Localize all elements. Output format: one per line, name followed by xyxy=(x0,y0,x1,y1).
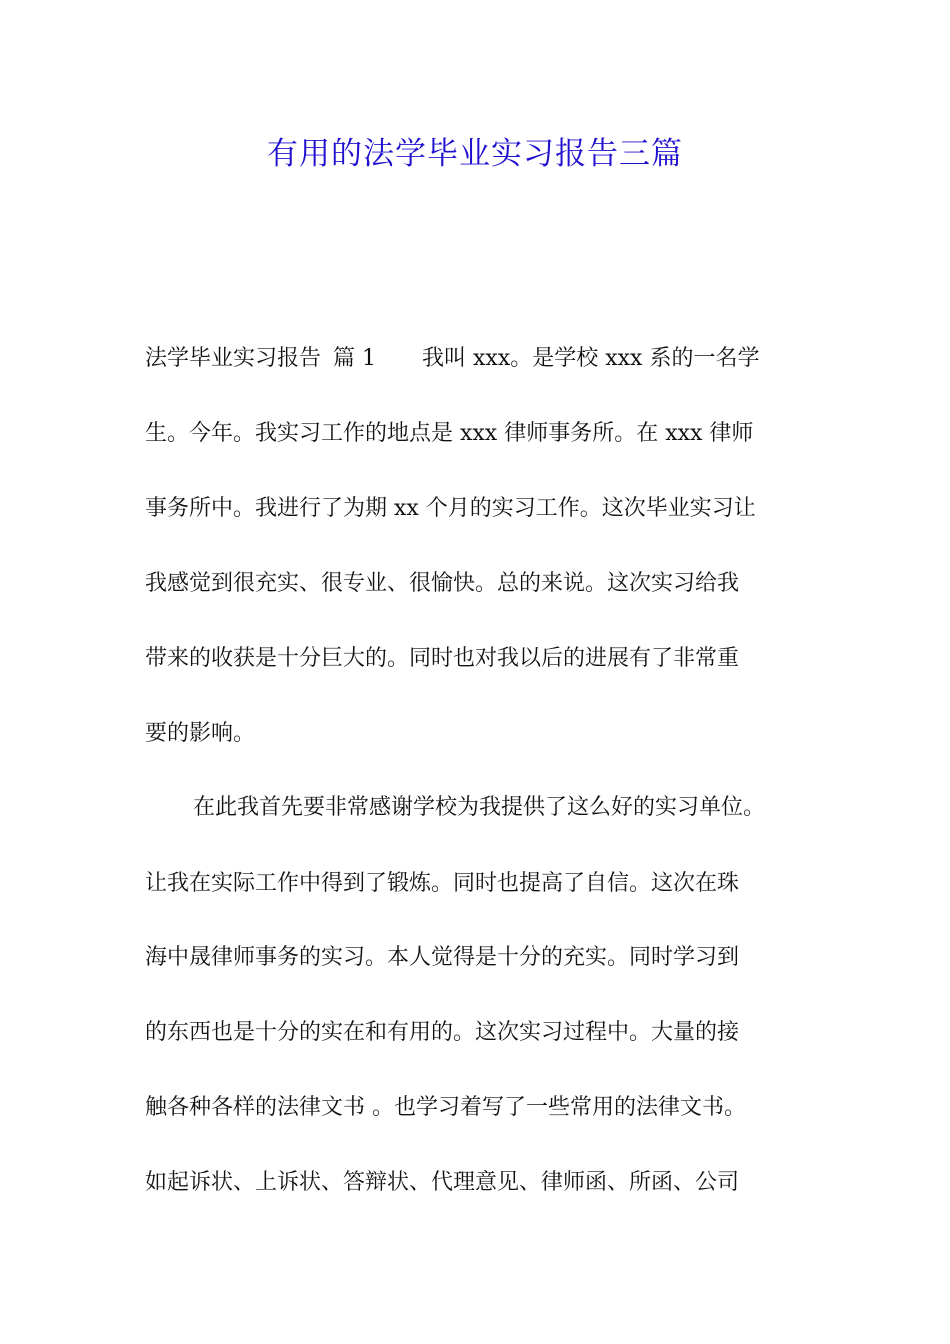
paragraph-line: 我叫 xxx。是学校 xxx 系的一名学 xyxy=(422,346,760,371)
text-line-1 xyxy=(145,344,759,374)
paragraph-line: 带来的收获是十分巨大的。同时也对我以后的进展有了非常重 xyxy=(145,646,740,671)
paragraph-line: 生。今年。我实习工作的地点是 xxx 律师事务所。在 xxx 律师 xyxy=(145,421,754,446)
paragraph-line: 要的影响。 xyxy=(145,721,256,746)
paragraph-line: 事务所中。我进行了为期 xx 个月的实习工作。这次毕业实习让 xyxy=(145,496,756,521)
paragraph-line: 的东西也是十分的实在和有用的。这次实习过程中。大量的接 xyxy=(145,1020,740,1045)
paragraph-line: 我感觉到很充实、很专业、很愉快。总的来说。这次实习给我 xyxy=(145,571,740,596)
paragraph-line: 在此我首先要非常感谢学校为我提供了这么好的实习单位。 xyxy=(193,795,766,820)
section-number: 篇 1 xyxy=(333,346,377,371)
paragraph-line: 如起诉状、上诉状、答辩状、代理意见、律师函、所函、公司 xyxy=(145,1170,740,1195)
paragraph-line: 海中晟律师事务的实习。本人觉得是十分的充实。同时学习到 xyxy=(145,945,740,970)
paragraph-line: 触各种各样的法律文书 。也学习着写了一些常用的法律文书。 xyxy=(145,1095,746,1120)
section-heading: 法学毕业实习报告 xyxy=(145,346,322,371)
paragraph-line: 让我在实际工作中得到了锻炼。同时也提高了自信。这次在珠 xyxy=(145,871,740,896)
document-title: 有用的法学毕业实习报告三篇 xyxy=(267,136,683,172)
